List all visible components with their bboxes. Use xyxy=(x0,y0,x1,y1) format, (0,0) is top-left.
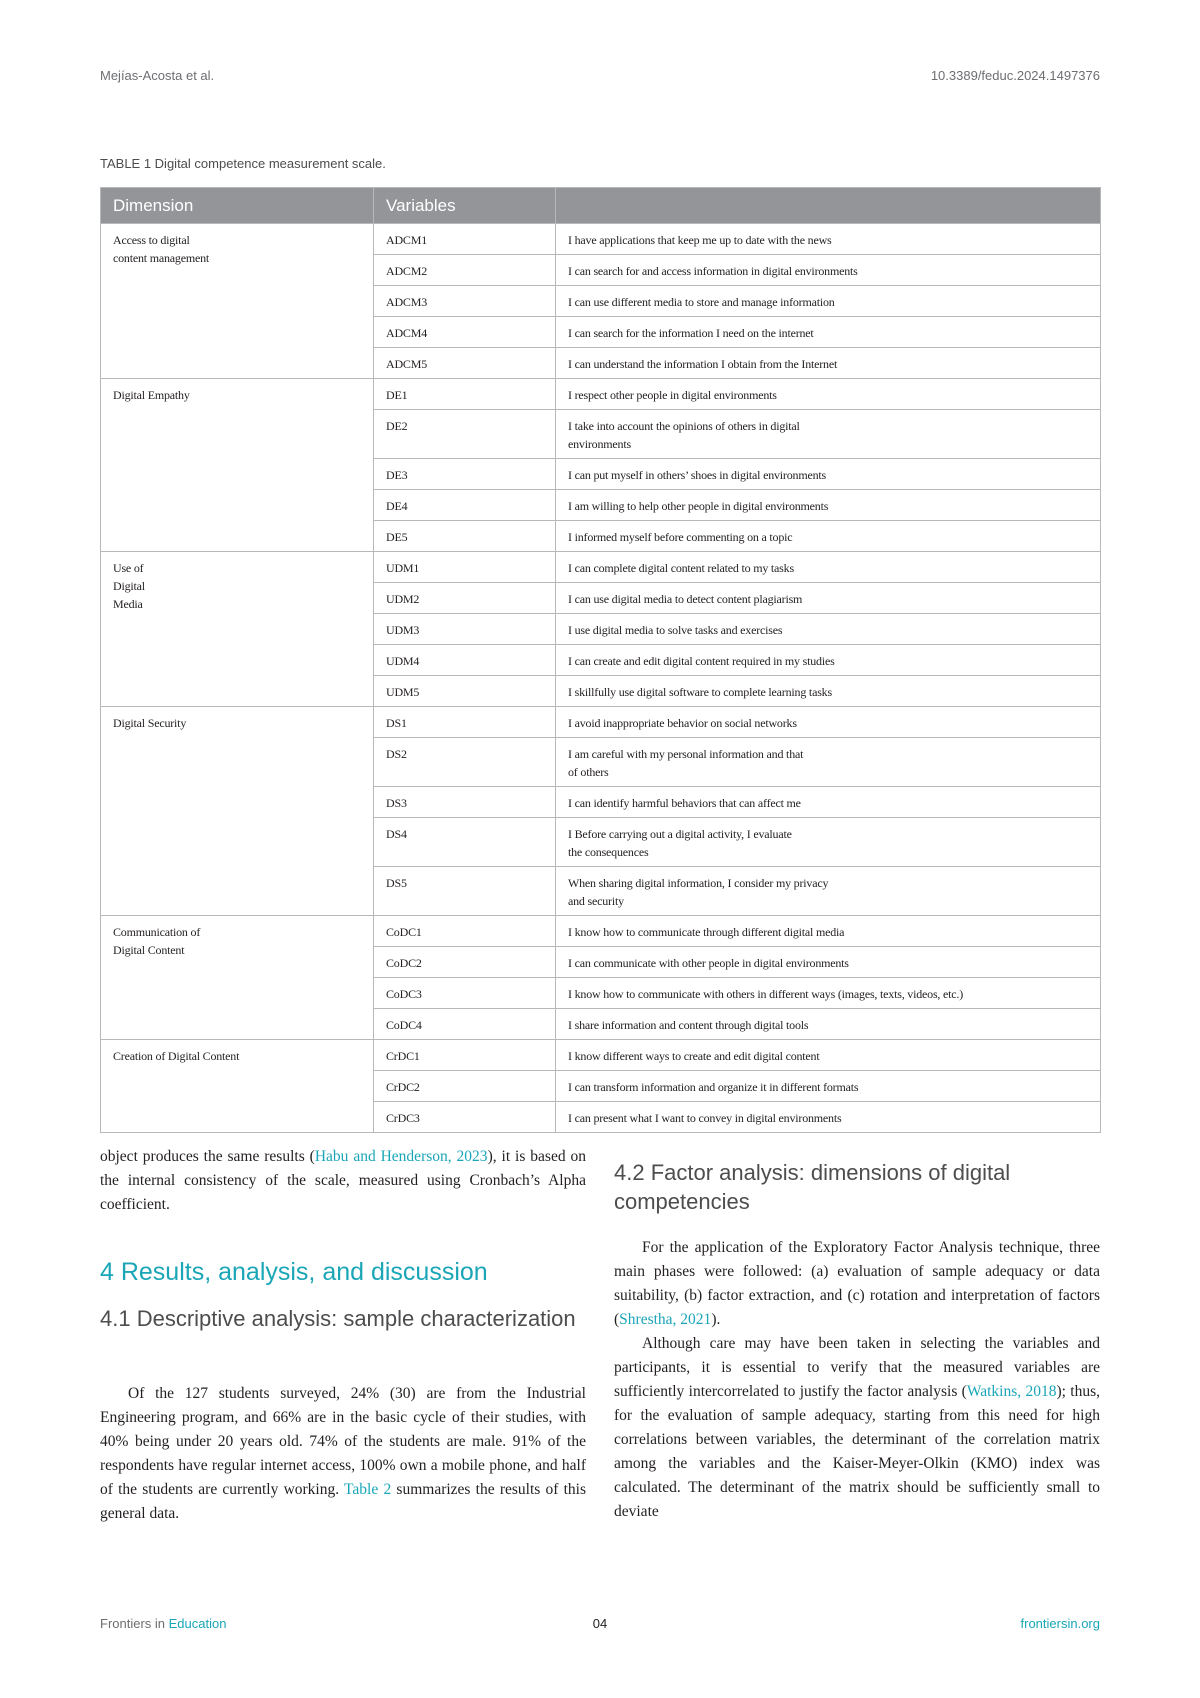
variable-code-cell: ADCM2 xyxy=(374,255,556,286)
left-para-2 xyxy=(100,1382,586,1526)
dimension-cell: Digital Empathy xyxy=(101,379,374,552)
site-link[interactable]: frontiersin.org xyxy=(1020,1616,1100,1631)
dimension-cell: Use of Digital Media xyxy=(101,552,374,707)
statement-cell: I can understand the information I obtain from the Internet xyxy=(556,348,1101,379)
page-number: 04 xyxy=(592,1616,608,1631)
text: ), it is based on the internal consistency of the scale, measured using Cronbach’s Alpha coefficient. xyxy=(100,1148,587,1213)
dimension-cell: Access to digital content management xyxy=(101,224,374,379)
statement-cell: I can search for the information I need on the internet xyxy=(556,317,1101,348)
statement-cell: I can create and edit digital content required in my studies xyxy=(556,645,1101,676)
variable-code-cell: UDM1 xyxy=(374,552,556,583)
scale-table xyxy=(100,187,1101,1133)
statement-cell: I know how to communicate with others in different ways (images, texts, videos, etc.) xyxy=(556,978,1101,1009)
table-row xyxy=(101,1040,1101,1071)
variable-code-cell: CoDC1 xyxy=(374,916,556,947)
variable-code-cell: UDM3 xyxy=(374,614,556,645)
table-row xyxy=(101,707,1101,738)
table-row xyxy=(101,224,1101,255)
dimension-cell: Digital Security xyxy=(101,707,374,916)
statement-cell: I can put myself in others’ shoes in digital environments xyxy=(556,459,1101,490)
variable-code-cell: UDM4 xyxy=(374,645,556,676)
journal-name xyxy=(100,1616,226,1631)
text: For the application of the Exploratory Factor Analysis technique, three main phases were followed: (a) evaluation of sample adequacy or data suitability, (b) factor extraction, and (c) rotation and interpretation of factors ( xyxy=(614,1239,1100,1328)
page-header xyxy=(100,68,1100,88)
statement-cell: I skillfully use digital software to complete learning tasks xyxy=(556,676,1101,707)
variable-code-cell: DE5 xyxy=(374,521,556,552)
variable-code-cell: CoDC4 xyxy=(374,1009,556,1040)
text: Of the 127 students surveyed, 24% (30) are from the Industrial Engineering program, and 66% are in the basic cycle of their studies, with 40% being under 20 years old. 74% of the students are male. 91% of the respondents have regular internet access, 100% own a mobile phone, and half of the students are currently working. xyxy=(100,1385,586,1498)
variable-code-cell: ADCM5 xyxy=(374,348,556,379)
variable-code-cell: DS3 xyxy=(374,787,556,818)
column-header-variables: Variables xyxy=(374,188,556,224)
table-link[interactable]: Table 2 xyxy=(344,1481,392,1498)
statement-cell: I take into account the opinions of others in digital environments xyxy=(556,410,1101,459)
statement-cell: I avoid inappropriate behavior on social networks xyxy=(556,707,1101,738)
table-row xyxy=(101,552,1101,583)
variable-code-cell: DE4 xyxy=(374,490,556,521)
statement-cell: When sharing digital information, I consider my privacy and security xyxy=(556,867,1101,916)
statement-cell: I am willing to help other people in digital environments xyxy=(556,490,1101,521)
dimension-cell: Creation of Digital Content xyxy=(101,1040,374,1133)
statement-cell: I can complete digital content related to my tasks xyxy=(556,552,1101,583)
variable-code-cell: UDM2 xyxy=(374,583,556,614)
text: summarizes the results of this general data. xyxy=(100,1481,587,1522)
text: Frontiers in xyxy=(100,1616,169,1631)
text: object produces the same results ( xyxy=(100,1148,315,1165)
statement-cell: I can use different media to store and manage information xyxy=(556,286,1101,317)
statement-cell: I know how to communicate through different digital media xyxy=(556,916,1101,947)
citation-link[interactable]: Habu and Henderson, 2023 xyxy=(314,1148,488,1165)
running-authors: Mejías-Acosta et al. xyxy=(100,68,215,83)
variable-code-cell: CoDC2 xyxy=(374,947,556,978)
text: Although care may have been taken in selecting the variables and participants, it is essential to verify that the measured variables are sufficiently intercorrelated to justify the factor analysis ( xyxy=(614,1335,1100,1400)
statement-cell: I am careful with my personal information and that of others xyxy=(556,738,1101,787)
statement-cell: I can search for and access information in digital environments xyxy=(556,255,1101,286)
table-caption: TABLE 1 Digital competence measurement scale. xyxy=(100,156,386,171)
statement-cell: I have applications that keep me up to date with the news xyxy=(556,224,1101,255)
right-paragraphs xyxy=(614,1236,1100,1524)
table-header-row xyxy=(101,188,1101,224)
statement-cell: I Before carrying out a digital activity, I evaluate the consequences xyxy=(556,818,1101,867)
text: ). xyxy=(711,1311,721,1328)
variable-code-cell: UDM5 xyxy=(374,676,556,707)
statement-cell: I can present what I want to convey in digital environments xyxy=(556,1102,1101,1133)
statement-cell: I know different ways to create and edit digital content xyxy=(556,1040,1101,1071)
text: ); thus, for the evaluation of sample adequacy, starting from this need for high correlations between variables, the determinant of the correlation matrix among the variables and the Kaiser-Meyer-Olkin (KMO) index was calculated. The determinant of the matrix should be sufficiently small to deviate xyxy=(614,1383,1100,1520)
statement-cell: I share information and content through digital tools xyxy=(556,1009,1101,1040)
variable-code-cell: DE1 xyxy=(374,379,556,410)
variable-code-cell: CrDC1 xyxy=(374,1040,556,1071)
variable-code-cell: DS5 xyxy=(374,867,556,916)
statement-cell: I can use digital media to detect content plagiarism xyxy=(556,583,1101,614)
statement-cell: I can transform information and organize it in different formats xyxy=(556,1071,1101,1102)
variable-code-cell: CoDC3 xyxy=(374,978,556,1009)
table-body xyxy=(101,224,1101,1133)
subsection-title-4-1: 4.1 Descriptive analysis: sample characterization xyxy=(100,1306,576,1331)
statement-cell: I respect other people in digital environments xyxy=(556,379,1101,410)
statement-cell: I informed myself before commenting on a topic xyxy=(556,521,1101,552)
dimension-cell: Communication of Digital Content xyxy=(101,916,374,1040)
text[interactable]: Education xyxy=(168,1616,227,1631)
statement-cell: I can identify harmful behaviors that can affect me xyxy=(556,787,1101,818)
column-header-dimension: Dimension xyxy=(101,188,374,224)
table-row xyxy=(101,379,1101,410)
doi: 10.3389/feduc.2024.1497376 xyxy=(930,68,1100,83)
page-footer xyxy=(100,1616,1100,1636)
variable-code-cell: ADCM1 xyxy=(374,224,556,255)
column-header-statement xyxy=(556,188,1101,224)
subsection-title-4-2: 4.2 Factor analysis: dimensions of digital competencies xyxy=(614,1160,1011,1214)
table-row xyxy=(101,916,1101,947)
variable-code-cell: DS1 xyxy=(374,707,556,738)
variable-code-cell: ADCM3 xyxy=(374,286,556,317)
variable-code-cell: CrDC3 xyxy=(374,1102,556,1133)
variable-code-cell: DS2 xyxy=(374,738,556,787)
variable-code-cell: DS4 xyxy=(374,818,556,867)
left-para-1 xyxy=(100,1145,586,1217)
citation-link[interactable]: Shrestha, 2021 xyxy=(619,1311,712,1328)
statement-cell: I can communicate with other people in digital environments xyxy=(556,947,1101,978)
variable-code-cell: CrDC2 xyxy=(374,1071,556,1102)
section-title: 4 Results, analysis, and discussion xyxy=(100,1258,488,1286)
variable-code-cell: DE3 xyxy=(374,459,556,490)
variable-code-cell: ADCM4 xyxy=(374,317,556,348)
citation-link[interactable]: Watkins, 2018 xyxy=(966,1383,1057,1400)
statement-cell: I use digital media to solve tasks and exercises xyxy=(556,614,1101,645)
variable-code-cell: DE2 xyxy=(374,410,556,459)
